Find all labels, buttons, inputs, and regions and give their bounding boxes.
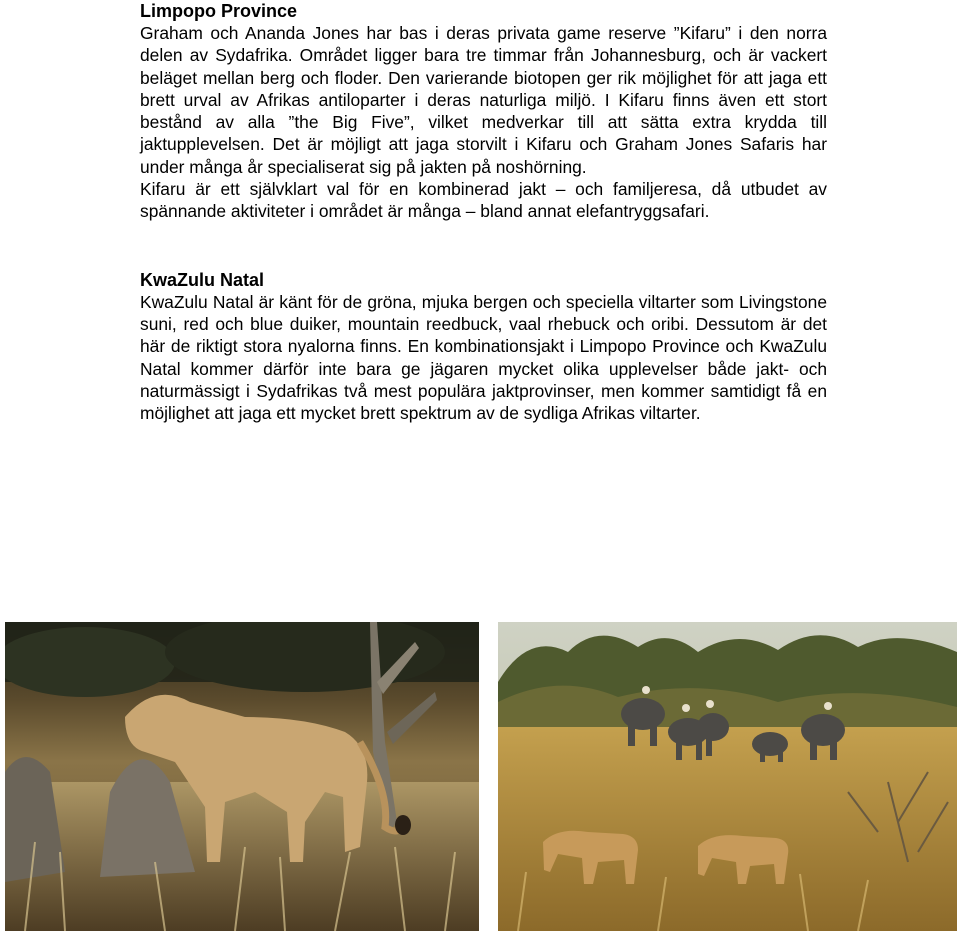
lioness-illustration <box>5 622 479 931</box>
section-heading-limpopo: Limpopo Province <box>140 1 298 21</box>
paragraph-kwazulu-1: KwaZulu Natal är känt för de gröna, mjuka bergen och speciella viltarter som Livingstone suni, red och blue duiker, mountain reedbuck, vaal rhebuck och oribi. Dessutom är det här de riktigt stora nyalorna finns. En kombinationsjakt i Limpopo Province och KwaZulu Natal kommer därför inte bara ge jägaren mycket olika upplevelser både jakt- och naturmässigt i Sydafrikas två mest populära jaktprovinser, men kommer samtidigt få en möjlighet att jaga ett mycket brett spektrum av de sydliga Afrikas viltarter. <box>140 291 827 424</box>
document-body <box>140 0 827 424</box>
paragraph-limpopo-1: Graham och Ananda Jones har bas i deras privata game reserve ”Kifaru” i den norra delen av Sydafrika. Området ligger bara tre timmar från Johannesburg, och är vackert beläget mellan berg och floder. Den varierande biotopen ger rik möjlighet för att jaga ett brett urval av Afrikas antiloparter i deras naturliga miljö. I Kifaru finns även ett stort bestånd av alla ”the Big Five”, vilket medverkar till att sätta extra krydda till jaktupplevelsen. Det är möjligt att jaga storvilt i Kifaru och Graham Jones Safaris har under många år specialiserat sig på jakten på noshörning. <box>140 23 827 177</box>
section-kwazulu <box>140 269 827 425</box>
section-limpopo <box>140 0 827 223</box>
section-heading-kwazulu: KwaZulu Natal <box>140 269 265 290</box>
elephant-safari-illustration <box>498 622 957 931</box>
elephant-safari-photo <box>498 622 957 931</box>
paragraph-limpopo-2: Kifaru är ett självklart val för en kombinerad jakt – och familjeresa, då utbudet av spännande aktiviteter i området är många – bland annat elefantryggsafari. <box>140 179 827 222</box>
lioness-photo <box>5 622 479 931</box>
